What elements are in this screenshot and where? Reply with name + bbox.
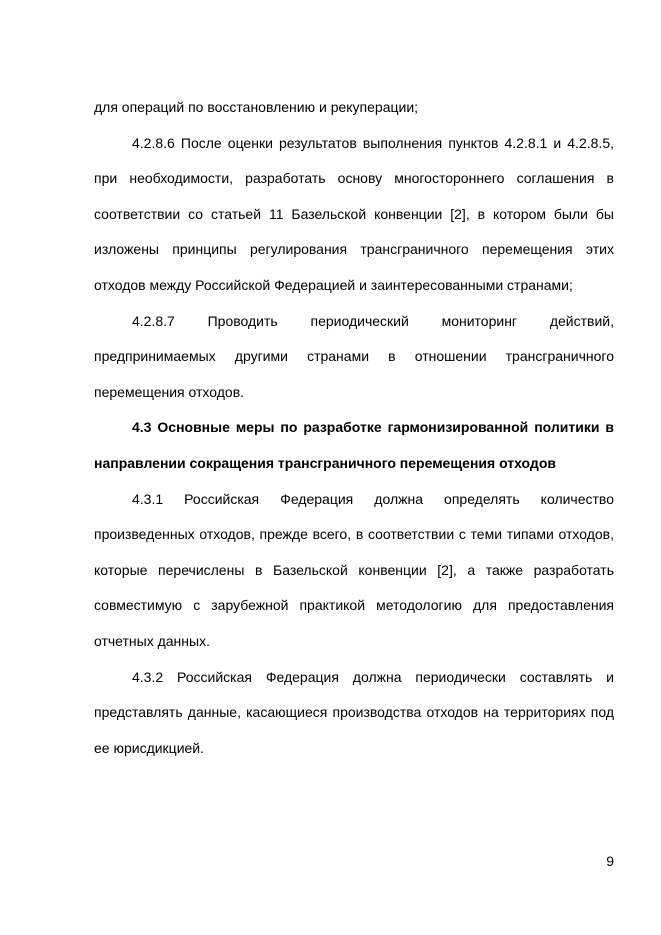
paragraph-4-2-8-6: 4.2.8.6 После оценки результатов выполнения пунктов 4.2.8.1 и 4.2.8.5, при необходимости, разработать основу многостороннего соглашения в соответствии со статьей 11 Базельской конвенции [2], в котором были бы изложены принципы регулирования трансграничного перемещения этих отходов между Российской Федерацией и заинтересованными странами; — [94, 134, 614, 293]
paragraph-4-3-1: 4.3.1 Российская Федерация должна определять количество произведенных отходов, прежде всего, в соответствии с теми типами отходов, которые перечислены в Базельской конвенции [2], а также разработать совместимую с зарубежной практикой методологию для предоставления отчетных данных. — [94, 490, 614, 649]
section-heading-4-3: 4.3 Основные меры по разработке гармонизированной политики в направлении сокращения трансграничного перемещения отходов — [94, 419, 614, 471]
paragraph-4-3-2: 4.3.2 Российская Федерация должна периодически составлять и представлять данные, касающиеся производства отходов на территориях под ее юрисдикцией. — [94, 668, 614, 756]
page-number: 9 — [606, 853, 614, 869]
paragraph-4-2-8-7: 4.2.8.7 Проводить периодический мониторинг действий, предпринимаемых другими странами в отношении трансграничного перемещения отходов. — [94, 312, 614, 400]
body-text — [94, 90, 614, 766]
paragraph-continuation: для операций по восстановлению и рекуперации; — [94, 99, 419, 115]
